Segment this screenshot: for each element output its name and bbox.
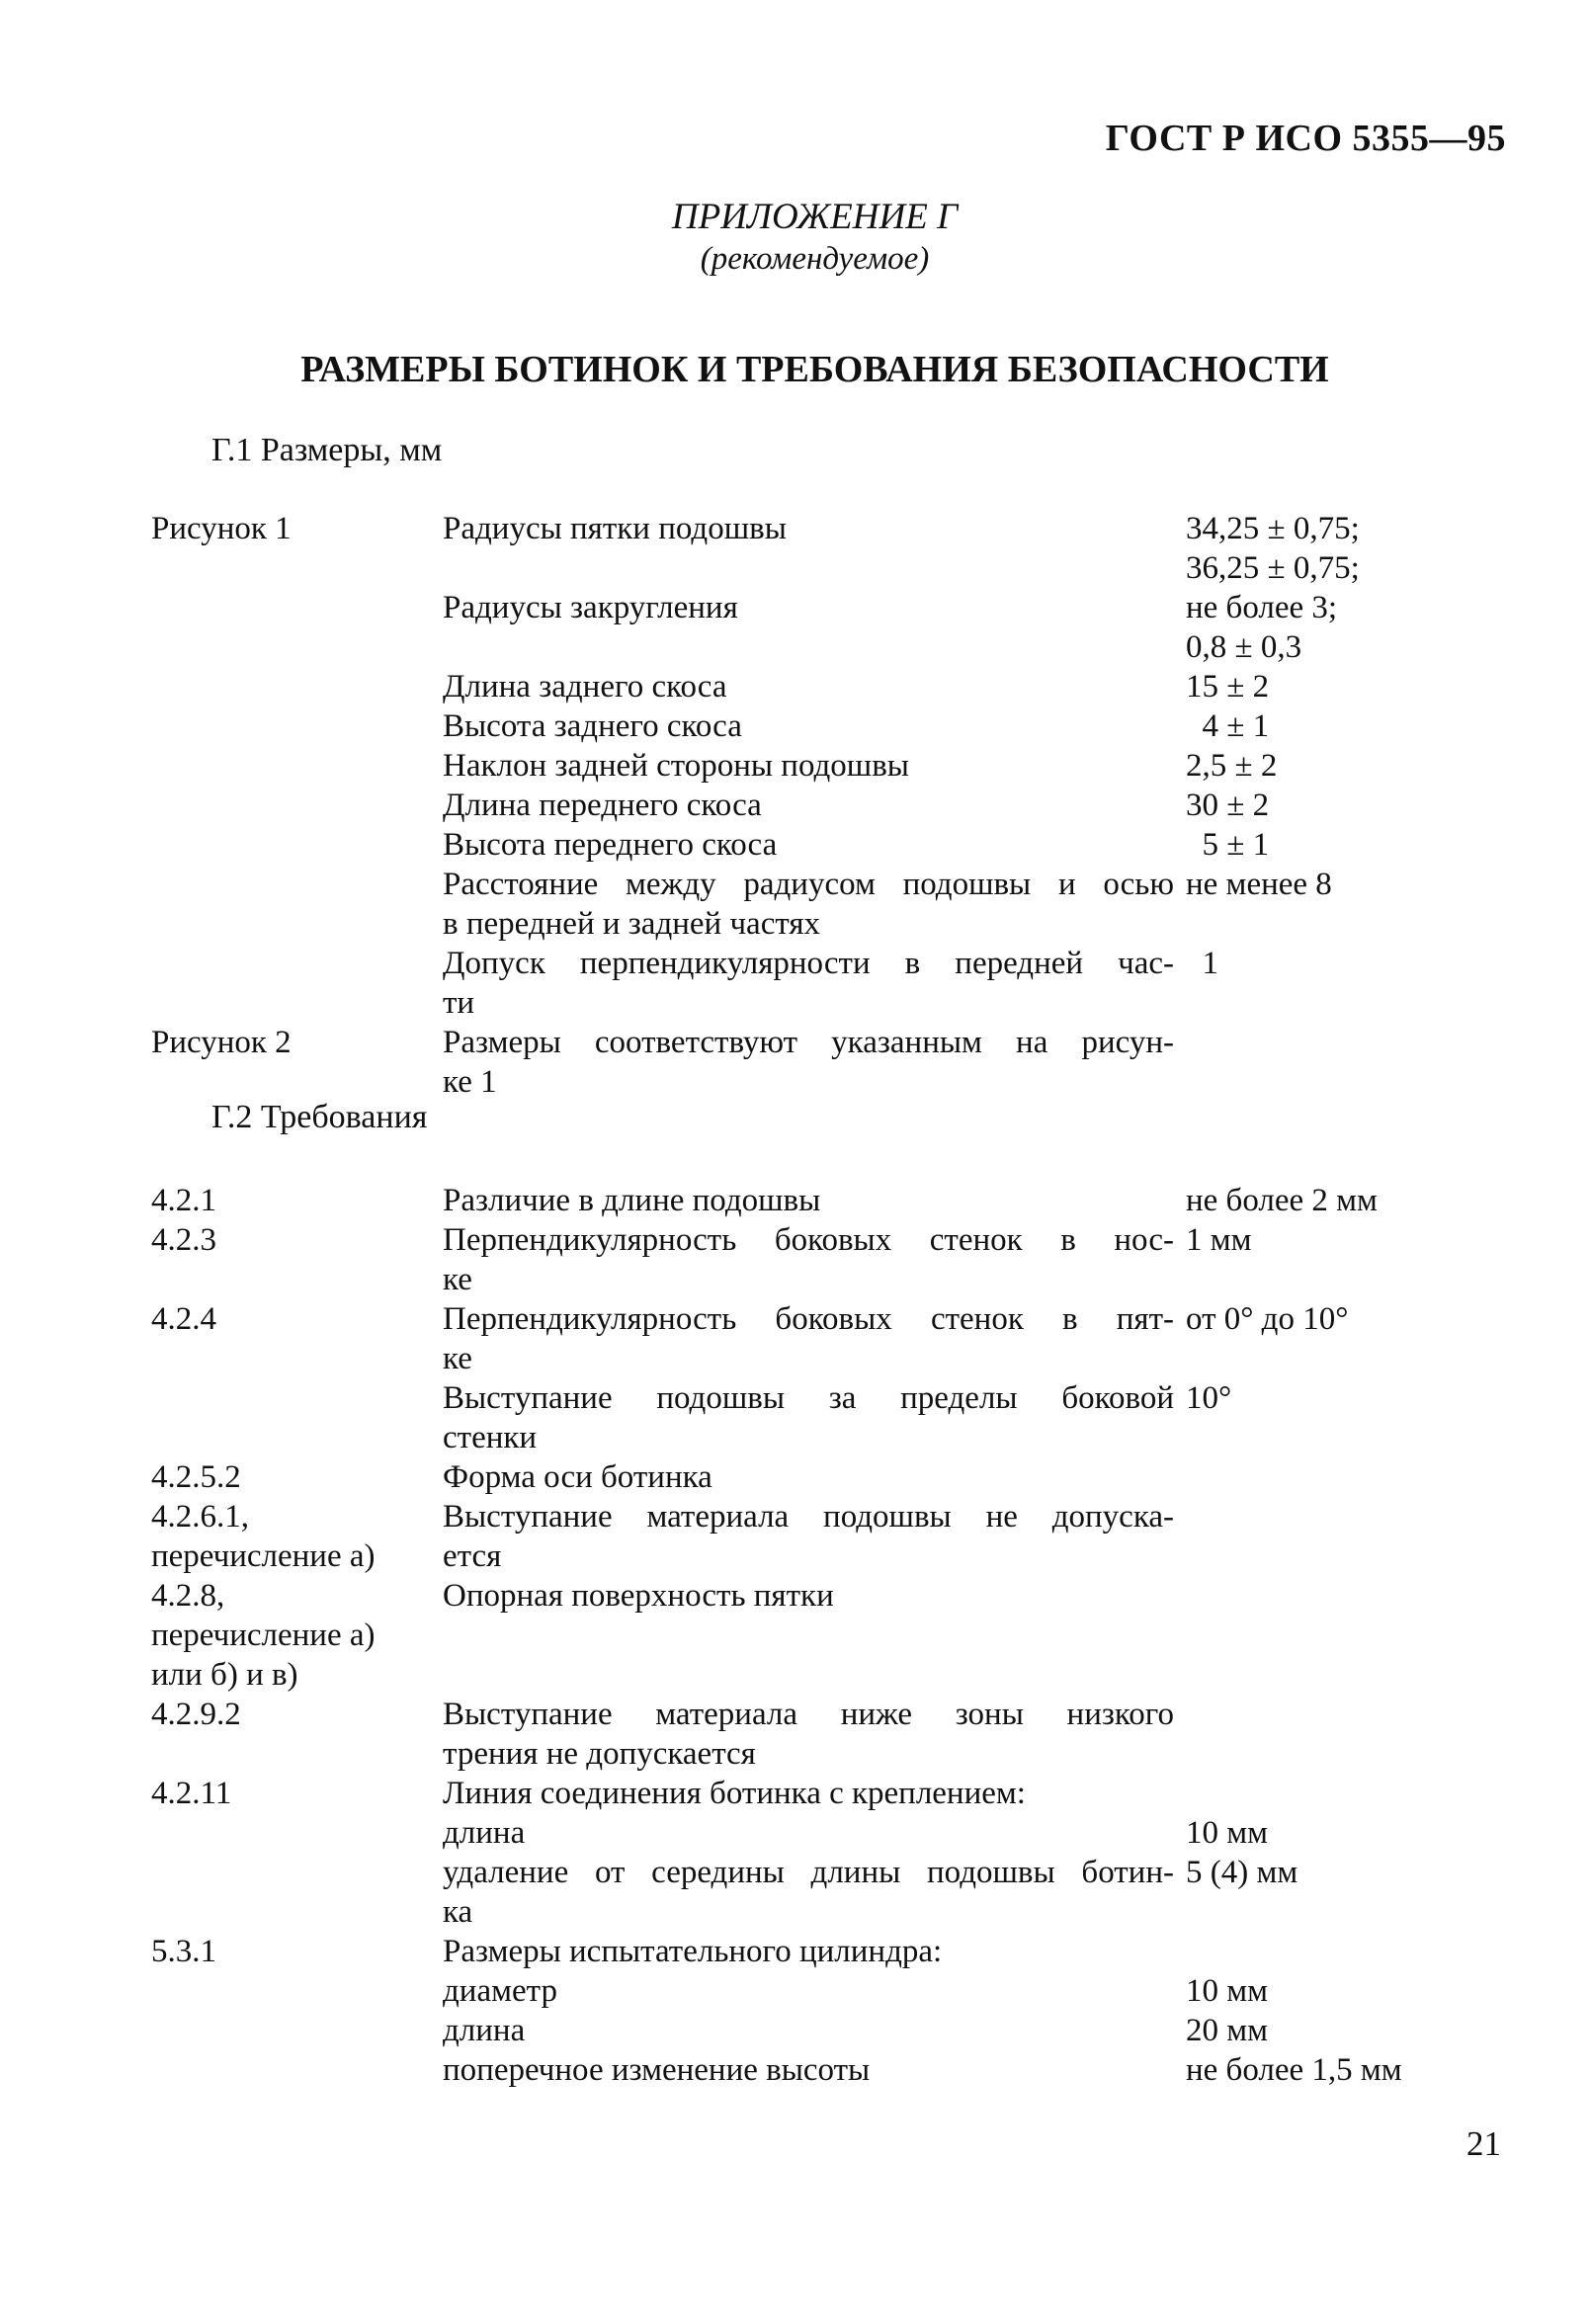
row-reference — [151, 1695, 443, 1734]
table-row — [151, 746, 1465, 786]
row-parameter — [443, 1220, 1174, 1299]
row-reference — [151, 786, 443, 825]
row-value — [1174, 1181, 1465, 1220]
table-row — [151, 825, 1465, 865]
table-row — [151, 706, 1465, 746]
row-reference-line — [151, 1378, 443, 1418]
appendix-title: ПРИЛОЖЕНИЕ Г — [671, 197, 959, 237]
row-value-line — [1186, 1457, 1465, 1497]
row-parameter — [443, 865, 1174, 944]
row-value — [1174, 1457, 1465, 1497]
table-row — [151, 1220, 1465, 1299]
row-parameter — [443, 706, 1174, 746]
row-parameter-line: ке — [443, 1262, 472, 1297]
table-row — [151, 944, 1465, 1023]
table-row — [151, 588, 1465, 667]
row-parameter-line: трения не допускается — [443, 1736, 756, 1772]
row-parameter — [443, 509, 1174, 548]
row-parameter-line: длина — [443, 2013, 526, 2048]
row-value — [1174, 1853, 1465, 1892]
row-value-line: 0,8 ± 0,3 — [1186, 629, 1302, 665]
appendix-subtitle: (рекомендуемое) — [700, 241, 930, 277]
row-reference-line: 4.2.3 — [151, 1222, 216, 1258]
standard-designation: ГОСТ Р ИСО 5355—95 — [1105, 118, 1506, 159]
row-reference-line: или б) и в) — [151, 1657, 298, 1693]
row-reference-line: 4.2.6.1, — [151, 1499, 249, 1535]
row-reference — [151, 1378, 443, 1418]
row-parameter — [443, 825, 1174, 865]
row-parameter-line: поперечное изменение высоты — [443, 2052, 871, 2088]
table-row — [151, 1497, 1465, 1576]
row-value-line: не менее 8 — [1186, 867, 1332, 902]
row-reference-line — [151, 865, 443, 904]
table-row — [151, 2011, 1465, 2050]
row-parameter-line: Расстояние между радиусом подошвы и осью — [443, 867, 1174, 902]
row-value — [1174, 1971, 1465, 2011]
row-value — [1174, 1220, 1465, 1260]
row-parameter-line: Форма оси ботинка — [443, 1459, 712, 1495]
row-reference-line — [151, 1813, 443, 1853]
row-parameter-line: Выступание материала подошвы не допуска- — [443, 1499, 1174, 1535]
row-value-line: не более 3; — [1186, 590, 1338, 625]
table-row — [151, 1023, 1465, 1102]
row-parameter — [443, 1023, 1174, 1102]
table-row — [151, 1299, 1465, 1378]
row-parameter — [443, 2011, 1174, 2050]
row-value-line: 20 мм — [1186, 2013, 1269, 2048]
row-value-line: 5 ± 1 — [1186, 827, 1270, 863]
row-reference — [151, 825, 443, 865]
row-value-line — [1186, 1497, 1465, 1536]
row-parameter-line: Наклон задней стороны подошвы — [443, 748, 909, 784]
row-parameter-line: Линия соединения ботинка с креплением: — [443, 1776, 1026, 1811]
section-heading-requirements: Г.2 Требования — [211, 1099, 428, 1135]
row-reference — [151, 1023, 443, 1062]
requirements-table — [151, 1181, 1465, 2090]
row-reference — [151, 1971, 443, 2011]
table-row — [151, 1181, 1465, 1220]
row-parameter-line: Радиусы закругления — [443, 590, 738, 625]
row-value-line: от 0° до 10° — [1186, 1301, 1349, 1337]
table-row — [151, 865, 1465, 944]
row-reference-line — [151, 667, 443, 706]
row-reference — [151, 2050, 443, 2090]
row-value-line — [1186, 1774, 1465, 1813]
row-reference — [151, 944, 443, 983]
row-reference — [151, 1181, 443, 1220]
row-parameter — [443, 1813, 1174, 1853]
table-row — [151, 1576, 1465, 1695]
row-parameter — [443, 1299, 1174, 1378]
row-parameter-line: в передней и задней частях — [443, 906, 821, 942]
row-reference — [151, 1932, 443, 1971]
row-value — [1174, 944, 1465, 983]
row-value-line: 1 мм — [1186, 1222, 1252, 1258]
row-parameter-line: Перпендикулярность боковых стенок в пят- — [443, 1301, 1174, 1337]
row-reference — [151, 1576, 443, 1695]
row-reference — [151, 1457, 443, 1497]
row-parameter-line: Различие в длине подошвы — [443, 1183, 821, 1218]
page-number: 21 — [1466, 2124, 1501, 2163]
row-reference-line — [151, 1853, 443, 1892]
row-parameter-line: ке 1 — [443, 1064, 497, 1100]
row-reference-line: перечисление а) — [151, 1618, 376, 1653]
section-heading-dimensions: Г.1 Размеры, мм — [211, 432, 443, 468]
row-value — [1174, 509, 1465, 588]
row-reference — [151, 588, 443, 627]
row-value — [1174, 865, 1465, 904]
row-value — [1174, 1576, 1465, 1616]
row-reference-line: Рисунок 2 — [151, 1025, 292, 1060]
row-value-line: 4 ± 1 — [1186, 708, 1270, 744]
row-value-line: 10 мм — [1186, 1973, 1269, 2009]
row-parameter-line: Радиусы пятки подошвы — [443, 511, 787, 546]
row-parameter — [443, 1853, 1174, 1932]
row-parameter-line: диаметр — [443, 1973, 557, 2009]
row-reference-line — [151, 706, 443, 746]
row-reference-line — [151, 944, 443, 983]
row-reference-line: перечисление а) — [151, 1538, 376, 1574]
row-value-line: 10° — [1186, 1380, 1232, 1416]
row-reference-line — [151, 825, 443, 865]
row-value — [1174, 1299, 1465, 1339]
row-reference-line: 4.2.5.2 — [151, 1459, 241, 1495]
row-value-line: 34,25 ± 0,75; — [1186, 511, 1360, 546]
row-value — [1174, 1497, 1465, 1536]
row-reference-line: 4.2.8, — [151, 1578, 225, 1614]
row-parameter — [443, 944, 1174, 1023]
row-parameter — [443, 1971, 1174, 2011]
row-value-line: не более 2 мм — [1186, 1183, 1378, 1218]
row-reference-line — [151, 2050, 443, 2090]
row-parameter — [443, 1378, 1174, 1457]
row-reference-line: 5.3.1 — [151, 1934, 216, 1969]
row-value — [1174, 1023, 1465, 1062]
row-parameter-line: Размеры соответствуют указанным на рисун- — [443, 1025, 1174, 1060]
document-title: РАЗМЕРЫ БОТИНОК И ТРЕБОВАНИЯ БЕЗОПАСНОСТИ — [300, 349, 1329, 390]
row-reference-line — [151, 1971, 443, 2011]
row-parameter — [443, 667, 1174, 706]
row-parameter-line: ется — [443, 1538, 502, 1574]
table-row — [151, 1853, 1465, 1932]
row-parameter-line: ка — [443, 1894, 473, 1930]
row-value — [1174, 706, 1465, 746]
row-parameter-line: Выступание материала ниже зоны низкого — [443, 1697, 1174, 1732]
row-parameter — [443, 1576, 1174, 1616]
row-reference — [151, 1497, 443, 1576]
row-value-line — [1186, 1695, 1465, 1734]
table-row — [151, 2050, 1465, 2090]
row-parameter-line: Высота заднего скоса — [443, 708, 742, 744]
row-parameter-line: Длина заднего скоса — [443, 669, 727, 705]
dimensions-table — [151, 509, 1465, 1102]
row-parameter-line: Перпендикулярность боковых стенок в нос- — [443, 1222, 1174, 1258]
row-reference-line — [151, 746, 443, 786]
row-parameter-line: Выступание подошвы за пределы боковой — [443, 1380, 1174, 1416]
row-value-line: 36,25 ± 0,75; — [1186, 550, 1360, 586]
row-value — [1174, 588, 1465, 667]
row-value-line — [1186, 1023, 1465, 1062]
table-row — [151, 1971, 1465, 2011]
table-row — [151, 509, 1465, 588]
row-value-line: 15 ± 2 — [1186, 669, 1270, 705]
row-value-line: 30 ± 2 — [1186, 788, 1270, 823]
table-row — [151, 1695, 1465, 1774]
row-reference — [151, 1853, 443, 1892]
row-value — [1174, 786, 1465, 825]
row-reference-line — [151, 786, 443, 825]
row-parameter — [443, 588, 1174, 627]
row-parameter-line: Опорная поверхность пятки — [443, 1578, 834, 1614]
row-value-line: 2,5 ± 2 — [1186, 748, 1278, 784]
row-parameter — [443, 1497, 1174, 1576]
row-value-line: не более 1,5 мм — [1186, 2052, 1402, 2088]
row-parameter — [443, 1695, 1174, 1774]
row-parameter-line: ке — [443, 1341, 472, 1376]
row-parameter — [443, 786, 1174, 825]
row-parameter-line: ти — [443, 985, 475, 1021]
row-reference — [151, 509, 443, 548]
row-reference-line: 4.2.11 — [151, 1776, 232, 1811]
row-parameter-line: Допуск перпендикулярности в передней час- — [443, 946, 1174, 981]
row-reference-line — [151, 2011, 443, 2050]
row-value — [1174, 667, 1465, 706]
row-value — [1174, 1378, 1465, 1418]
row-reference-line: 4.2.4 — [151, 1301, 216, 1337]
row-reference — [151, 706, 443, 746]
table-row — [151, 1774, 1465, 1813]
row-value-line — [1186, 1576, 1465, 1616]
table-row — [151, 786, 1465, 825]
row-parameter-line: Длина переднего скоса — [443, 788, 762, 823]
row-value — [1174, 1932, 1465, 1971]
row-parameter — [443, 1181, 1174, 1220]
row-parameter-line: удаление от середины длины подошвы ботин- — [443, 1855, 1174, 1890]
row-value — [1174, 825, 1465, 865]
row-reference — [151, 1299, 443, 1339]
row-reference-line — [151, 588, 443, 627]
row-parameter-line: Размеры испытательного цилиндра: — [443, 1934, 943, 1969]
table-row — [151, 1457, 1465, 1497]
row-reference — [151, 746, 443, 786]
row-value — [1174, 2050, 1465, 2090]
row-parameter — [443, 746, 1174, 786]
table-row — [151, 1932, 1465, 1971]
row-parameter-line: длина — [443, 1815, 526, 1851]
row-reference — [151, 1774, 443, 1813]
table-row — [151, 1813, 1465, 1853]
row-reference — [151, 1813, 443, 1853]
row-value-line: 10 мм — [1186, 1815, 1269, 1851]
row-value — [1174, 2011, 1465, 2050]
row-value — [1174, 1813, 1465, 1853]
row-reference-line: Рисунок 1 — [151, 511, 292, 546]
row-value — [1174, 1695, 1465, 1734]
row-parameter-line: Высота переднего скоса — [443, 827, 778, 863]
row-value-line: 1 — [1186, 946, 1218, 981]
row-reference-line: 4.2.1 — [151, 1183, 216, 1218]
row-value-line: 5 (4) мм — [1186, 1855, 1298, 1890]
row-reference — [151, 667, 443, 706]
row-value — [1174, 1774, 1465, 1813]
table-row — [151, 667, 1465, 706]
row-parameter — [443, 1932, 1174, 1971]
row-parameter — [443, 1457, 1174, 1497]
row-reference-line: 4.2.9.2 — [151, 1697, 241, 1732]
table-row — [151, 1378, 1465, 1457]
row-parameter-line: стенки — [443, 1420, 538, 1455]
row-value — [1174, 746, 1465, 786]
row-reference — [151, 2011, 443, 2050]
row-reference — [151, 1220, 443, 1260]
row-parameter — [443, 1774, 1174, 1813]
row-reference — [151, 865, 443, 904]
row-value-line — [1186, 1932, 1465, 1971]
row-parameter — [443, 2050, 1174, 2090]
